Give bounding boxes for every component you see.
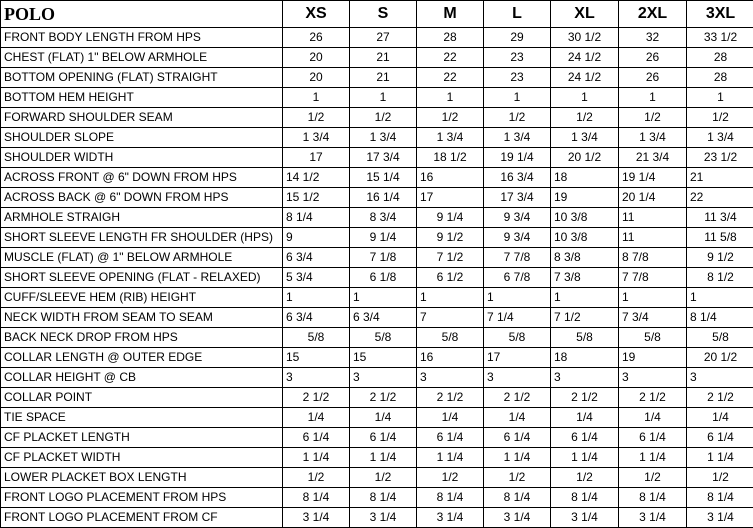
measurement-value: 6 1/4: [484, 428, 551, 448]
measurement-value: 1: [551, 88, 619, 108]
measurement-label: SHOULDER WIDTH: [1, 148, 283, 168]
measurement-value: 1/4: [687, 408, 753, 428]
size-header-xs: XS: [283, 1, 350, 28]
table-row: [1, 228, 753, 248]
measurement-value: 29: [484, 28, 551, 48]
measurement-value: 14 1/2: [283, 168, 350, 188]
measurement-value: 2 1/2: [417, 388, 484, 408]
measurement-value: 5/8: [484, 328, 551, 348]
measurement-value: 7 1/2: [551, 308, 619, 328]
measurement-value: 21: [350, 68, 417, 88]
measurement-value: 5 3/4: [283, 268, 350, 288]
measurement-value: 20 1/4: [619, 188, 687, 208]
measurement-value: 20 1/2: [687, 348, 753, 368]
measurement-value: 1: [551, 288, 619, 308]
measurement-value: 20: [283, 48, 350, 68]
table-row: [1, 408, 753, 428]
table-row: [1, 148, 753, 168]
measurement-value: 1: [619, 288, 687, 308]
measurement-value: 15: [350, 348, 417, 368]
measurement-value: 1/4: [283, 408, 350, 428]
measurement-label: BOTTOM HEM HEIGHT: [1, 88, 283, 108]
table-row: [1, 88, 753, 108]
measurement-value: 10 3/8: [551, 228, 619, 248]
measurement-value: 9 3/4: [484, 208, 551, 228]
measurement-value: 1: [350, 88, 417, 108]
measurement-value: 1: [417, 88, 484, 108]
measurement-value: 6 3/4: [283, 308, 350, 328]
measurement-value: 17 3/4: [350, 148, 417, 168]
measurement-value: 16 1/4: [350, 188, 417, 208]
measurement-label: ACROSS FRONT @ 6" DOWN FROM HPS: [1, 168, 283, 188]
measurement-value: 19 1/4: [484, 148, 551, 168]
measurement-value: 6 1/4: [551, 428, 619, 448]
table-row: [1, 328, 753, 348]
measurement-label: NECK WIDTH FROM SEAM TO SEAM: [1, 308, 283, 328]
measurement-value: 2 1/2: [687, 388, 753, 408]
measurement-value: 3: [484, 368, 551, 388]
measurement-value: 32: [619, 28, 687, 48]
measurement-value: 1: [484, 88, 551, 108]
measurement-label: BACK NECK DROP FROM HPS: [1, 328, 283, 348]
measurement-value: 1/2: [417, 468, 484, 488]
measurement-value: 24 1/2: [551, 48, 619, 68]
measurement-value: 6 1/4: [619, 428, 687, 448]
measurement-label: FRONT LOGO PLACEMENT FROM CF: [1, 508, 283, 528]
measurement-label: BOTTOM OPENING (FLAT) STRAIGHT: [1, 68, 283, 88]
measurement-value: 1/4: [551, 408, 619, 428]
measurement-value: 18 1/2: [417, 148, 484, 168]
measurement-value: 17: [484, 348, 551, 368]
measurement-value: 22: [687, 188, 753, 208]
measurement-value: 1: [283, 288, 350, 308]
size-header-l: L: [484, 1, 551, 28]
measurement-value: 7 1/4: [484, 308, 551, 328]
measurement-value: 8 1/4: [619, 488, 687, 508]
measurement-label: SHORT SLEEVE LENGTH FR SHOULDER (HPS): [1, 228, 283, 248]
measurement-value: 11: [619, 228, 687, 248]
measurement-value: 1/2: [484, 108, 551, 128]
measurement-value: 17 3/4: [484, 188, 551, 208]
measurement-label: COLLAR HEIGHT @ CB: [1, 368, 283, 388]
measurement-value: 1 1/4: [417, 448, 484, 468]
measurement-value: 1 3/4: [283, 128, 350, 148]
measurement-value: 9 1/2: [687, 248, 753, 268]
measurement-value: 30 1/2: [551, 28, 619, 48]
measurement-value: 28: [687, 48, 753, 68]
measurement-value: 1/2: [417, 108, 484, 128]
measurement-value: 3 1/4: [619, 508, 687, 528]
measurement-value: 17: [417, 188, 484, 208]
measurement-value: 22: [417, 68, 484, 88]
measurement-value: 8 3/4: [350, 208, 417, 228]
measurement-value: 16: [417, 348, 484, 368]
measurement-value: 1/2: [551, 108, 619, 128]
measurement-value: 1: [687, 88, 753, 108]
measurement-value: 1/4: [619, 408, 687, 428]
measurement-value: 9 1/2: [417, 228, 484, 248]
measurement-value: 1 1/4: [350, 448, 417, 468]
measurement-label: SHOULDER SLOPE: [1, 128, 283, 148]
measurement-value: 3 1/4: [551, 508, 619, 528]
measurement-value: 19: [619, 348, 687, 368]
measurement-value: 23: [484, 68, 551, 88]
measurement-value: 1 3/4: [350, 128, 417, 148]
measurement-value: 7 7/8: [484, 248, 551, 268]
measurement-value: 8 1/4: [687, 488, 753, 508]
measurement-value: 15: [283, 348, 350, 368]
measurement-value: 1 1/4: [283, 448, 350, 468]
table-row: [1, 308, 753, 328]
measurement-value: 21 3/4: [619, 148, 687, 168]
measurement-value: 3: [417, 368, 484, 388]
table-row: [1, 248, 753, 268]
measurement-value: 24 1/2: [551, 68, 619, 88]
measurement-value: 9 3/4: [484, 228, 551, 248]
measurement-value: 5/8: [619, 328, 687, 348]
measurement-value: 19 1/4: [619, 168, 687, 188]
measurement-value: 1/2: [551, 468, 619, 488]
measurement-value: 19: [551, 188, 619, 208]
measurement-label: LOWER PLACKET BOX LENGTH: [1, 468, 283, 488]
measurement-value: 33 1/2: [687, 28, 753, 48]
measurement-value: 26: [283, 28, 350, 48]
measurement-value: 7 1/8: [350, 248, 417, 268]
measurement-value: 1/4: [484, 408, 551, 428]
measurement-value: 1: [687, 288, 753, 308]
table-row: [1, 28, 753, 48]
measurement-value: 1/2: [687, 108, 753, 128]
table-row: [1, 128, 753, 148]
measurement-value: 3: [283, 368, 350, 388]
measurement-value: 3: [687, 368, 753, 388]
measurement-value: 3 1/4: [687, 508, 753, 528]
measurement-value: 5/8: [417, 328, 484, 348]
measurement-value: 18: [551, 168, 619, 188]
measurement-value: 1 1/4: [484, 448, 551, 468]
measurement-value: 6 1/4: [283, 428, 350, 448]
measurement-value: 1: [350, 288, 417, 308]
measurement-value: 8 1/4: [551, 488, 619, 508]
measurement-value: 1/4: [350, 408, 417, 428]
measurement-value: 8 1/4: [687, 308, 753, 328]
measurement-value: 16: [417, 168, 484, 188]
header-row: [1, 1, 753, 28]
table-row: [1, 348, 753, 368]
measurement-value: 26: [619, 68, 687, 88]
measurement-value: 11: [619, 208, 687, 228]
measurement-value: 8 1/4: [283, 208, 350, 228]
table-row: [1, 288, 753, 308]
measurement-value: 1 3/4: [417, 128, 484, 148]
measurement-label: ARMHOLE STRAIGH: [1, 208, 283, 228]
measurement-value: 1/2: [350, 108, 417, 128]
table-row: [1, 188, 753, 208]
measurement-value: 3: [619, 368, 687, 388]
measurement-value: 6 1/4: [350, 428, 417, 448]
measurement-value: 1 3/4: [484, 128, 551, 148]
table-row: [1, 508, 753, 528]
measurement-value: 3 1/4: [417, 508, 484, 528]
measurement-value: 1/2: [283, 468, 350, 488]
measurement-value: 21: [687, 168, 753, 188]
measurement-value: 5/8: [687, 328, 753, 348]
measurement-value: 8 1/2: [687, 268, 753, 288]
table-row: [1, 448, 753, 468]
measurement-value: 23: [484, 48, 551, 68]
measurement-value: 5/8: [350, 328, 417, 348]
measurement-label: FRONT BODY LENGTH FROM HPS: [1, 28, 283, 48]
measurement-value: 9: [283, 228, 350, 248]
measurement-value: 8 1/4: [417, 488, 484, 508]
table-row: [1, 208, 753, 228]
measurement-value: 17: [283, 148, 350, 168]
measurement-value: 3 1/4: [484, 508, 551, 528]
measurement-value: 7 7/8: [619, 268, 687, 288]
measurement-value: 1/2: [350, 468, 417, 488]
measurement-value: 8 7/8: [619, 248, 687, 268]
measurement-label: ACROSS BACK @ 6" DOWN FROM HPS: [1, 188, 283, 208]
measurement-value: 1/4: [417, 408, 484, 428]
measurement-value: 7 3/4: [619, 308, 687, 328]
measurement-value: 8 1/4: [283, 488, 350, 508]
measurement-value: 20 1/2: [551, 148, 619, 168]
measurement-value: 27: [350, 28, 417, 48]
measurement-label: CHEST (FLAT) 1" BELOW ARMHOLE: [1, 48, 283, 68]
measurement-value: 28: [417, 28, 484, 48]
measurement-value: 1 1/4: [619, 448, 687, 468]
measurement-value: 9 1/4: [417, 208, 484, 228]
measurement-value: 6 1/2: [417, 268, 484, 288]
table-title: POLO: [1, 1, 283, 28]
measurement-value: 7: [417, 308, 484, 328]
measurement-value: 20: [283, 68, 350, 88]
measurement-label: SHORT SLEEVE OPENING (FLAT - RELAXED): [1, 268, 283, 288]
measurement-value: 2 1/2: [283, 388, 350, 408]
measurement-value: 2 1/2: [619, 388, 687, 408]
measurement-value: 23 1/2: [687, 148, 753, 168]
measurement-value: 22: [417, 48, 484, 68]
measurement-value: 6 3/4: [350, 308, 417, 328]
measurement-value: 1: [484, 288, 551, 308]
measurement-value: 26: [619, 48, 687, 68]
size-header-m: M: [417, 1, 484, 28]
measurement-value: 5/8: [283, 328, 350, 348]
measurement-value: 15 1/2: [283, 188, 350, 208]
measurement-value: 6 7/8: [484, 268, 551, 288]
measurement-value: 7 3/8: [551, 268, 619, 288]
size-header-3xl: 3XL: [687, 1, 753, 28]
measurement-value: 5/8: [551, 328, 619, 348]
measurement-value: 15 1/4: [350, 168, 417, 188]
measurement-value: 1: [619, 88, 687, 108]
measurement-value: 1: [417, 288, 484, 308]
measurement-label: CF PLACKET WIDTH: [1, 448, 283, 468]
table-row: [1, 468, 753, 488]
measurement-label: FRONT LOGO PLACEMENT FROM HPS: [1, 488, 283, 508]
measurement-value: 8 3/8: [551, 248, 619, 268]
size-header-s: S: [350, 1, 417, 28]
measurement-value: 1 3/4: [551, 128, 619, 148]
table-row: [1, 48, 753, 68]
table-row: [1, 488, 753, 508]
measurement-value: 2 1/2: [350, 388, 417, 408]
table-row: [1, 388, 753, 408]
measurement-label: COLLAR LENGTH @ OUTER EDGE: [1, 348, 283, 368]
measurement-value: 8 1/4: [350, 488, 417, 508]
measurement-value: 6 1/8: [350, 268, 417, 288]
measurement-value: 16 3/4: [484, 168, 551, 188]
measurement-value: 1 3/4: [619, 128, 687, 148]
measurement-value: 6 1/4: [687, 428, 753, 448]
measurement-value: 1 1/4: [687, 448, 753, 468]
measurement-value: 7 1/2: [417, 248, 484, 268]
measurement-value: 9 1/4: [350, 228, 417, 248]
measurement-value: 6 1/4: [417, 428, 484, 448]
measurement-value: 2 1/2: [484, 388, 551, 408]
table-row: [1, 268, 753, 288]
measurement-value: 1 3/4: [687, 128, 753, 148]
measurement-value: 10 3/8: [551, 208, 619, 228]
measurement-value: 21: [350, 48, 417, 68]
measurement-value: 1/2: [484, 468, 551, 488]
measurement-value: 1/2: [687, 468, 753, 488]
measurement-value: 3: [350, 368, 417, 388]
measurement-label: CUFF/SLEEVE HEM (RIB) HEIGHT: [1, 288, 283, 308]
measurement-value: 11 5/8: [687, 228, 753, 248]
measurement-label: FORWARD SHOULDER SEAM: [1, 108, 283, 128]
table-row: [1, 168, 753, 188]
table-row: [1, 108, 753, 128]
measurement-value: 1: [283, 88, 350, 108]
measurement-value: 1/2: [619, 468, 687, 488]
measurement-value: 1/2: [283, 108, 350, 128]
measurement-value: 28: [687, 68, 753, 88]
measurement-value: 6 3/4: [283, 248, 350, 268]
measurement-value: 3: [551, 368, 619, 388]
table-row: [1, 428, 753, 448]
measurement-value: 8 1/4: [484, 488, 551, 508]
measurement-value: 1 1/4: [551, 448, 619, 468]
measurement-value: 2 1/2: [551, 388, 619, 408]
measurement-value: 3 1/4: [283, 508, 350, 528]
measurement-value: 11 3/4: [687, 208, 753, 228]
measurement-value: 3 1/4: [350, 508, 417, 528]
measurement-label: MUSCLE (FLAT) @ 1" BELOW ARMHOLE: [1, 248, 283, 268]
measurement-label: COLLAR POINT: [1, 388, 283, 408]
measurement-value: 1/2: [619, 108, 687, 128]
size-header-2xl: 2XL: [619, 1, 687, 28]
size-header-xl: XL: [551, 1, 619, 28]
table-row: [1, 68, 753, 88]
measurement-label: TIE SPACE: [1, 408, 283, 428]
measurement-label: CF PLACKET LENGTH: [1, 428, 283, 448]
measurement-value: 18: [551, 348, 619, 368]
table-row: [1, 368, 753, 388]
